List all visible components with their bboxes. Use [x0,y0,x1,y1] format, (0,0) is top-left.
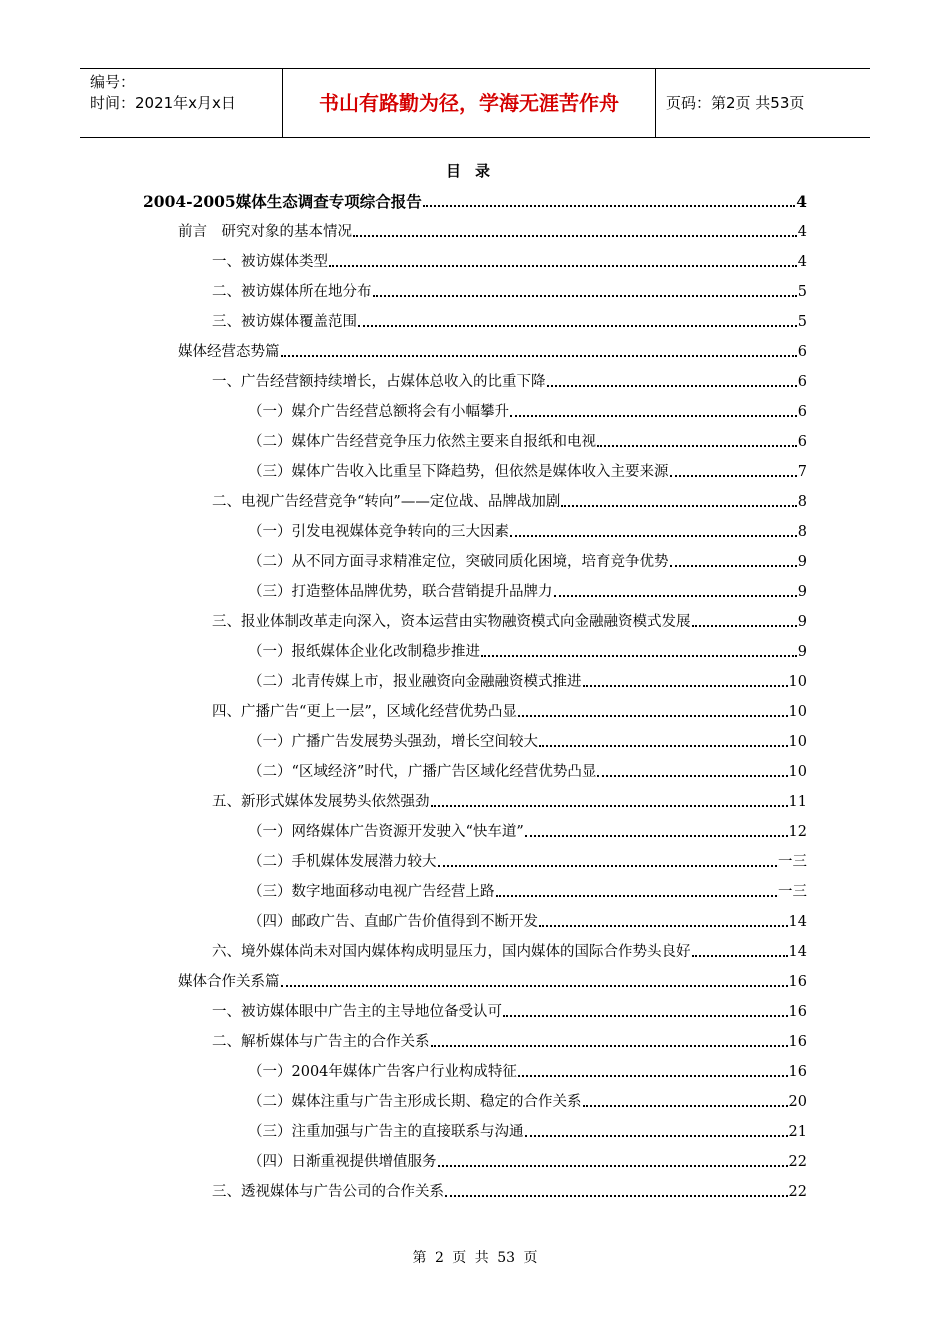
toc-dot-leader [438,1165,788,1167]
toc-entry-page: 22 [788,1154,807,1170]
toc-dot-leader [431,805,788,807]
toc-entry-page: 16 [788,1034,807,1050]
toc-dot-leader [554,595,797,597]
toc-entry-title: 媒体经营态势篇 [178,344,280,360]
toc-dot-leader [539,925,788,927]
toc-entry[interactable] [248,520,807,542]
toc-dot-leader [518,715,788,717]
page-footer: 第 2 页 共 53 页 [412,1250,538,1266]
toc-entry-page: 一三 [778,884,807,900]
toc-entry-page: 9 [797,644,807,660]
toc-entry-title: （一）报纸媒体企业化改制稳步推进 [248,644,480,660]
toc-entry-page: 10 [788,764,807,780]
toc-entry[interactable] [248,760,807,782]
toc-dot-leader [373,295,797,297]
toc-entry-title: 二、电视广告经营竞争“转向”——定位战、品牌战加剧 [212,494,561,510]
toc-dot-leader [281,355,797,357]
toc-entry[interactable] [212,790,807,812]
toc-dot-leader [423,205,795,207]
toc-entry-title: 媒体合作关系篇 [178,974,280,990]
header-meta [90,72,280,114]
toc-entry-page: 16 [788,1064,807,1080]
toc-entry-title: 一、广告经营额持续增长，占媒体总收入的比重下降 [212,374,546,390]
toc-entry-page: 5 [797,284,807,300]
toc-dot-leader [496,895,778,897]
toc-entry-title: 前言 研究对象的基本情况 [178,224,352,240]
toc-entry-title: 一、被访媒体类型 [212,254,328,270]
toc-entry-title: （二）北青传媒上市，报业融资向金融融资模式推进 [248,674,582,690]
toc-entry[interactable] [248,1120,807,1142]
toc-entry-title: 二、被访媒体所在地分布 [212,284,372,300]
toc-entry-title: （三）注重加强与广告主的直接联系与沟通 [248,1124,524,1140]
toc-entry-page: 6 [797,374,807,390]
toc-dot-leader [438,865,778,867]
toc-entry-page: 10 [788,704,807,720]
toc-entry-title: 三、透视媒体与广告公司的合作关系 [212,1184,444,1200]
toc-entry-page: 20 [788,1094,807,1110]
page-header [80,68,870,138]
toc-dot-leader [281,985,788,987]
toc-entry-title: （二）“区域经济”时代，广播广告区域化经营优势凸显 [248,764,597,780]
toc-entry[interactable] [248,640,807,662]
toc-entry[interactable] [178,220,807,242]
toc-dot-leader [353,235,797,237]
header-page-info: 页码：第2页 共53页 [666,94,805,112]
toc-entry-page: 14 [788,944,807,960]
toc-dot-leader [539,745,788,747]
toc-entry-title: （一）媒介广告经营总额将会有小幅攀升 [248,404,509,420]
toc-entry-title: 五、新形式媒体发展势头依然强劲 [212,794,430,810]
toc-dot-leader [692,625,797,627]
toc-dot-leader [503,1015,788,1017]
toc-entry-page: 9 [797,614,807,630]
toc-entry[interactable] [212,310,807,332]
toc-entry-title: （二）媒体注重与广告主形成长期、稳定的合作关系 [248,1094,582,1110]
toc-entry[interactable] [212,490,807,512]
toc-entry[interactable] [248,730,807,752]
toc-entry[interactable] [248,1090,807,1112]
toc-entry-page: 14 [788,914,807,930]
toc-entry[interactable] [212,610,807,632]
toc-entry-title: 2004-2005媒体生态调查专项综合报告 [143,192,422,211]
toc-dot-leader [525,835,788,837]
toc-entry-page: 4 [796,192,807,211]
toc-dot-leader [518,1075,788,1077]
toc-entry-page: 16 [788,1004,807,1020]
toc-dot-leader [597,445,797,447]
toc-entry-page: 6 [797,404,807,420]
toc-entry-title: （四）日渐重视提供增值服务 [248,1154,437,1170]
toc-dot-leader [561,505,796,507]
toc-dot-leader [445,1195,788,1197]
toc-dot-leader [547,385,797,387]
toc-entry-page: 16 [788,974,807,990]
toc-entry-page: 8 [797,524,807,540]
toc-entry-page: 22 [788,1184,807,1200]
toc-entry[interactable] [248,820,807,842]
toc-entry[interactable] [248,580,807,602]
toc-dot-leader [670,475,797,477]
toc-entry-page: 9 [797,554,807,570]
toc-entry-title: （三）打造整体品牌优势，联合营销提升品牌力 [248,584,553,600]
toc-entry-title: 二、解析媒体与广告主的合作关系 [212,1034,430,1050]
toc-entry[interactable] [212,940,807,962]
toc-dot-leader [597,775,787,777]
toc-entry-title: （三）数字地面移动电视广告经营上路 [248,884,495,900]
toc-entry-page: 9 [797,584,807,600]
toc-entry[interactable] [248,1150,807,1172]
toc-entry[interactable] [212,280,807,302]
toc-entry-page: 5 [797,314,807,330]
header-divider [655,69,656,137]
toc-dot-leader [510,415,797,417]
toc-entry-title: 三、被访媒体覆盖范围 [212,314,357,330]
toc-dot-leader [431,1045,788,1047]
toc-dot-leader [358,325,797,327]
toc-entry[interactable] [248,400,807,422]
toc-entry[interactable] [248,910,807,932]
toc-entry[interactable] [178,340,807,362]
toc-entry[interactable] [143,190,807,212]
toc-entry[interactable] [212,250,807,272]
toc-entry-page: 21 [788,1124,807,1140]
toc-entry-page: 8 [797,494,807,510]
toc-entry-title: （四）邮政广告、直邮广告价值得到不断开发 [248,914,538,930]
toc-entry-title: （一）网络媒体广告资源开发驶入“快车道” [248,824,524,840]
toc-dot-leader [510,535,797,537]
toc-dot-leader [670,565,797,567]
toc-entry-page: 6 [797,344,807,360]
toc-entry[interactable] [212,1180,807,1202]
toc-entry-page: 11 [788,794,807,810]
toc-dot-leader [583,685,788,687]
toc-entry-title: 六、境外媒体尚未对国内媒体构成明显压力，国内媒体的国际合作势头良好 [212,944,691,960]
toc-entry-page: 4 [797,224,807,240]
toc-entry-page: 一三 [778,854,807,870]
toc-entry-title: 四、广播广告“更上一层”，区域化经营优势凸显 [212,704,517,720]
toc-entry[interactable] [212,700,807,722]
toc-entry[interactable] [248,670,807,692]
toc-entry[interactable] [212,370,807,392]
toc-dot-leader [692,955,788,957]
toc-entry-title: （二）媒体广告经营竞争压力依然主要来自报纸和电视 [248,434,596,450]
toc-entry-page: 10 [788,674,807,690]
toc-entry-page: 4 [797,254,807,270]
toc-entry-title: （二）手机媒体发展潜力较大 [248,854,437,870]
toc-entry[interactable] [248,550,807,572]
header-number-label: 编号： [90,73,136,91]
toc-entry[interactable] [248,880,807,902]
toc-dot-leader [583,1105,788,1107]
toc-entry[interactable] [248,430,807,452]
toc-entry-title: （一）广播广告发展势头强劲，增长空间较大 [248,734,538,750]
toc-dot-leader [329,265,797,267]
toc-dot-leader [525,1135,788,1137]
header-motto: 书山有路勤为径，学海无涯苦作舟 [319,91,619,115]
toc-entry[interactable] [248,460,807,482]
header-time-label: 时间：2021年x月x日 [90,94,236,112]
toc-dot-leader [481,655,797,657]
toc-entry-title: 三、报业体制改革走向深入，资本运营由实物融资模式向金融融资模式发展 [212,614,691,630]
toc-entry-title: 一、被访媒体眼中广告主的主导地位备受认可 [212,1004,502,1020]
toc-entry[interactable] [178,970,807,992]
toc-entry-page: 10 [788,734,807,750]
toc-entry-title: （一）2004年媒体广告客户行业构成特征 [248,1064,517,1080]
toc-entry-title: （三）媒体广告收入比重呈下降趋势，但依然是媒体收入主要来源 [248,464,669,480]
toc-entry-page: 7 [797,464,807,480]
toc-entry[interactable] [248,850,807,872]
toc-entry-title: （二）从不同方面寻求精准定位，突破同质化困境，培育竞争优势 [248,554,669,570]
toc-entry-page: 12 [788,824,807,840]
toc-entry[interactable] [212,1000,807,1022]
toc-entry-title: （一）引发电视媒体竞争转向的三大因素 [248,524,509,540]
toc-entry-page: 6 [797,434,807,450]
toc-title: 目录 [445,162,504,180]
toc-entry[interactable] [212,1030,807,1052]
toc-entry[interactable] [248,1060,807,1082]
